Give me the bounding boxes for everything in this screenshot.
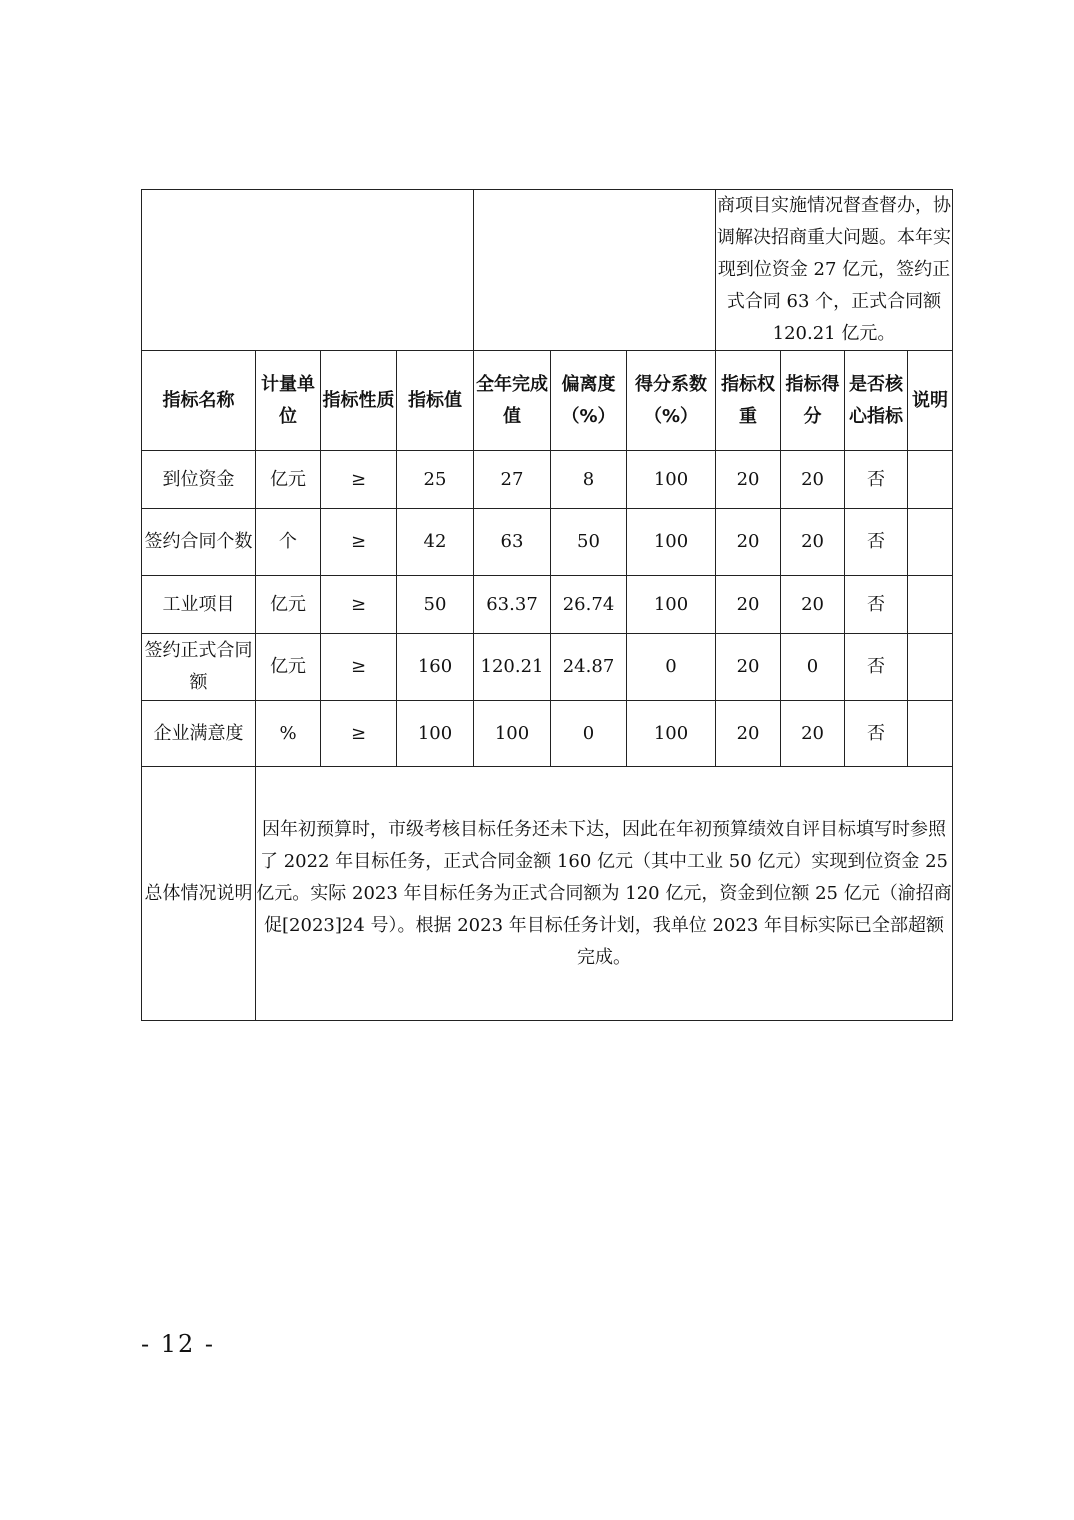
- cell-nature: ≥: [321, 576, 397, 634]
- cell-deviation: 24.87: [551, 634, 627, 701]
- cell-target: 25: [397, 451, 474, 509]
- cell-score: 20: [781, 509, 845, 576]
- cell-score-coef: 100: [627, 701, 716, 767]
- cell-actual: 120.21: [474, 634, 551, 701]
- cell-deviation: 26.74: [551, 576, 627, 634]
- cell-target: 42: [397, 509, 474, 576]
- header-score-coef: 得分系数（%）: [627, 351, 716, 451]
- cell-unit: 个: [256, 509, 321, 576]
- header-target: 指标值: [397, 351, 474, 451]
- cell-weight: 20: [716, 634, 781, 701]
- summary-row: [142, 767, 953, 1021]
- performance-table: [141, 189, 953, 1021]
- header-indicator-name: 指标名称: [142, 351, 256, 451]
- cell-weight: 20: [716, 451, 781, 509]
- header-nature: 指标性质: [321, 351, 397, 451]
- cell-name: 工业项目: [142, 576, 256, 634]
- page-number: - 12 -: [141, 1330, 216, 1358]
- table-row: [142, 509, 953, 576]
- cell-deviation: 8: [551, 451, 627, 509]
- cell-unit: 亿元: [256, 634, 321, 701]
- cell-note: [908, 509, 953, 576]
- cell-nature: ≥: [321, 701, 397, 767]
- cell-target: 160: [397, 634, 474, 701]
- cell-score-coef: 100: [627, 451, 716, 509]
- header-row: [142, 351, 953, 451]
- table-row: [142, 701, 953, 767]
- cell-note: [908, 576, 953, 634]
- cell-weight: 20: [716, 576, 781, 634]
- cell-core: 否: [845, 634, 908, 701]
- cell-score-coef: 100: [627, 576, 716, 634]
- header-note: 说明: [908, 351, 953, 451]
- cell-score-coef: 100: [627, 509, 716, 576]
- table-row: [142, 576, 953, 634]
- cell-score: 20: [781, 576, 845, 634]
- cell-target: 100: [397, 701, 474, 767]
- header-weight: 指标权重: [716, 351, 781, 451]
- cell-core: 否: [845, 576, 908, 634]
- cell-core: 否: [845, 701, 908, 767]
- table-row: [142, 451, 953, 509]
- cell-nature: ≥: [321, 509, 397, 576]
- cell-target: 50: [397, 576, 474, 634]
- continuation-empty-cell-1: [142, 190, 474, 351]
- header-actual: 全年完成值: [474, 351, 551, 451]
- cell-name: 签约合同个数: [142, 509, 256, 576]
- cell-actual: 27: [474, 451, 551, 509]
- cell-note: [908, 451, 953, 509]
- continuation-row: [142, 190, 953, 351]
- cell-weight: 20: [716, 701, 781, 767]
- cell-score: 20: [781, 451, 845, 509]
- cell-score-coef: 0: [627, 634, 716, 701]
- header-core: 是否核心指标: [845, 351, 908, 451]
- header-deviation: 偏离度（%）: [551, 351, 627, 451]
- cell-note: [908, 634, 953, 701]
- cell-weight: 20: [716, 509, 781, 576]
- continuation-empty-cell-2: [474, 190, 716, 351]
- cell-actual: 63: [474, 509, 551, 576]
- cell-unit: 亿元: [256, 451, 321, 509]
- cell-name: 到位资金: [142, 451, 256, 509]
- cell-core: 否: [845, 451, 908, 509]
- cell-deviation: 50: [551, 509, 627, 576]
- cell-core: 否: [845, 509, 908, 576]
- cell-deviation: 0: [551, 701, 627, 767]
- cell-unit: %: [256, 701, 321, 767]
- summary-text: 因年初预算时，市级考核目标任务还未下达，因此在年初预算绩效自评目标填写时参照了 2022 年目标任务，正式合同金额 160 亿元（其中工业 50 亿元）实现到位资金 25 亿元。实际 2023 年目标任务为正式合同额为 120 亿元，资金到位额 25 亿元（渝招商促[2023]24 号）。根据 2023 年目标任务计划，我单位 2023 年目标实际已全部超额完成。: [256, 767, 953, 1021]
- cell-actual: 100: [474, 701, 551, 767]
- header-score: 指标得分: [781, 351, 845, 451]
- table-row: [142, 634, 953, 701]
- cell-note: [908, 701, 953, 767]
- cell-actual: 63.37: [474, 576, 551, 634]
- cell-score: 0: [781, 634, 845, 701]
- header-unit: 计量单位: [256, 351, 321, 451]
- continuation-text: 商项目实施情况督查督办，协调解决招商重大问题。本年实现到位资金 27 亿元，签约正式合同 63 个，正式合同额 120.21 亿元。: [716, 190, 953, 351]
- cell-nature: ≥: [321, 634, 397, 701]
- summary-label: 总体情况说明: [142, 767, 256, 1021]
- cell-name: 签约正式合同额: [142, 634, 256, 701]
- cell-score: 20: [781, 701, 845, 767]
- cell-name: 企业满意度: [142, 701, 256, 767]
- cell-nature: ≥: [321, 451, 397, 509]
- cell-unit: 亿元: [256, 576, 321, 634]
